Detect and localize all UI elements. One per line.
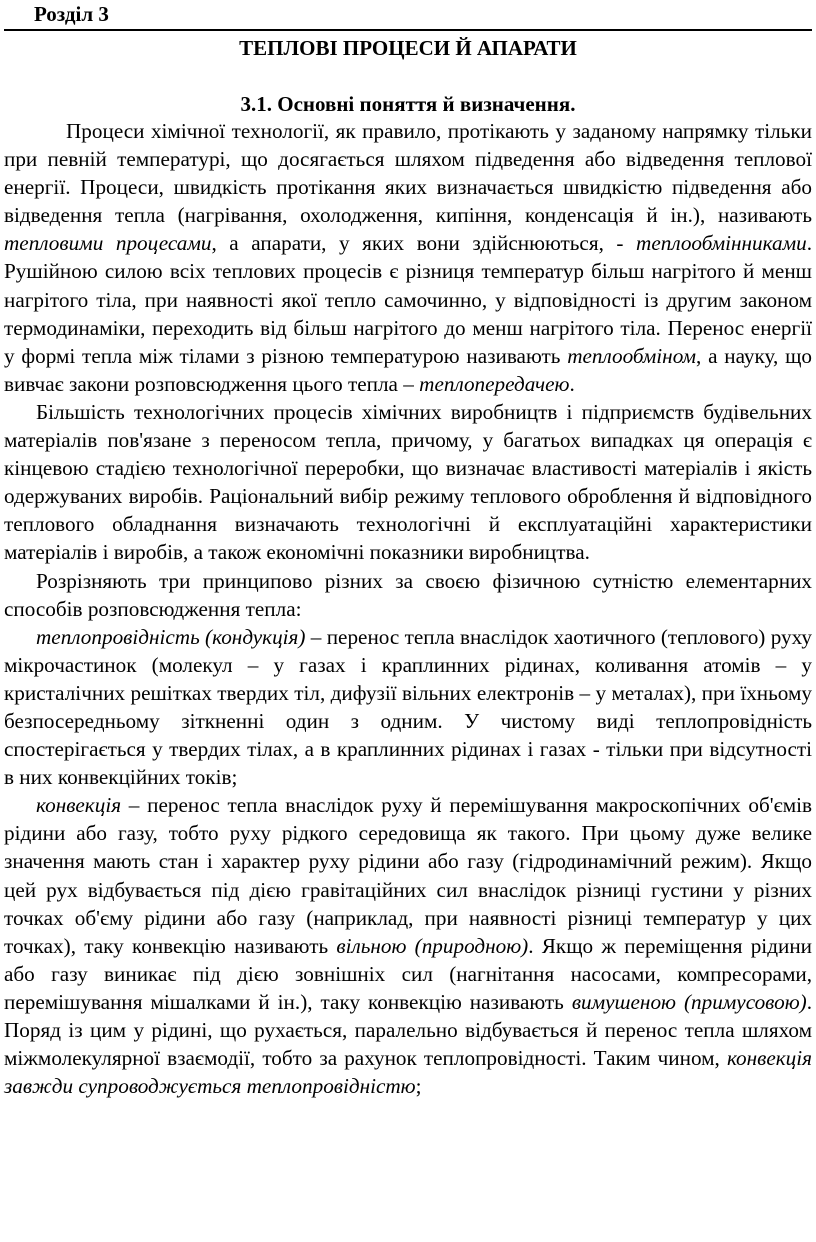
term-heat-exchange: теплообміном: [567, 343, 696, 368]
text-run: ;: [415, 1074, 422, 1099]
text-run: . Якщо ж переміщення рідини або газу виникає під дією зовнішніх сил (нагнітання насосами, компресорами, перемішування мішалками й ін.), таку конвекцію називають: [4, 933, 812, 1014]
chapter-label: Розділ 3: [34, 2, 109, 26]
document-body: [4, 117, 812, 1100]
paragraph-conduction: [4, 623, 812, 792]
paragraph-heat-transfer-methods: Розрізняють три принципово різних за своєю фізичною сутністю елементарних способів розповсюдження тепла:: [4, 568, 812, 621]
text-run: – перенос тепла внаслідок руху й перемішування макроскопічних об'ємів рідини або газу, тобто руху рідкого середовища як такого. При цьому дуже велике значення мають стан і характер руху рідини або газу (гідродинамічний режим). Якщо цей рух відбувається під дією гравітаційних сил внаслідок різниці густини у різних точках об'єму рідини або газу (наприклад, при наявності різниці температур у цих точках), таку конвекцію називають: [4, 793, 812, 958]
term-free-convection: вільною (природною): [336, 933, 529, 958]
text-run: , а науку, що вивчає закони розповсюдження цього тепла –: [4, 343, 812, 396]
paragraph-industrial-processes: Більшість технологічних процесів хімічних виробництв і підприємств будівельних матеріалів пов'язане з переносом тепла, причому, у багатьох випадках ця операція є кінцевою стадією технологічної переробки, що визначає властивості матеріалів і якість одержуваних виробів. Раціональний вибір режиму теплового оброблення й відповідного теплового обладнання визначають технологічні й експлуатаційні характеристики матеріалів і виробів, а також економічні показники виробництва.: [4, 399, 812, 565]
text-run: – перенос тепла внаслідок хаотичного (теплового) руху мікрочастинок (молекул – у газах і краплинних рідинах, коливання атомів – у кристалічних решітках твердих тіл, дифузії вільних електронів – у металах), при їхньому безпосередньому зіткненні один з одним. У чистому виді теплопровідність спостерігається у твердих тілах, а в краплинних рідинах і газах - тільки при відсутності в них конвекційних токів;: [4, 624, 812, 790]
term-convection-with-conduction: конвекція завжди супроводжується теплопровідністю: [4, 1046, 812, 1099]
text-run: , а апарати, у яких вони здійснюються, -: [211, 231, 637, 256]
text-run: .: [569, 371, 575, 396]
term-heat-exchangers: теплообмінниками: [636, 231, 807, 256]
term-heat-transfer: теплопередачею: [419, 371, 570, 396]
section-title: ТЕПЛОВІ ПРОЦЕСИ Й АПАРАТИ: [239, 36, 577, 60]
term-thermal-processes: тепловими процесами: [4, 231, 212, 256]
term-conduction: теплопровідність (кондукція): [36, 624, 306, 649]
paragraph-convection: [4, 791, 812, 1100]
subsection-title: 3.1. Основні поняття й визначення.: [240, 92, 576, 116]
text-run: . Рушійною силою всіх теплових процесів є різниця температур більш нагрітого й менш нагрітого тіла, при наявності якої тепло самочинно, у відповідності із другим законом термодинаміки, переходить від більш нагрітого до менш нагрітого тіла. Перенос енергії у формі тепла між тілами з різною температурою називають: [4, 231, 812, 368]
paragraph-thermal-processes: [4, 117, 812, 398]
text-run: Процеси хімічної технології, як правило, протікають у заданому напрямку тільки при певній температурі, що досягається шляхом підведення або відведення теплової енергії. Процеси, швидкість протікання яких визначається швидкістю підведення або відведення тепла (нагрівання, охолодження, кипіння, конденсація й ін.), називають: [4, 119, 812, 228]
text-run: . Поряд із цим у рідині, що рухається, паралельно відбувається й перенос тепла шляхом міжмолекулярної взаємодії, тобто за рахунок теплопровідності. Таким чином,: [4, 989, 812, 1071]
term-convection: конвекція: [36, 793, 122, 818]
term-forced-convection: вимушеною (примусовою): [571, 989, 807, 1014]
header-divider: [4, 29, 812, 31]
